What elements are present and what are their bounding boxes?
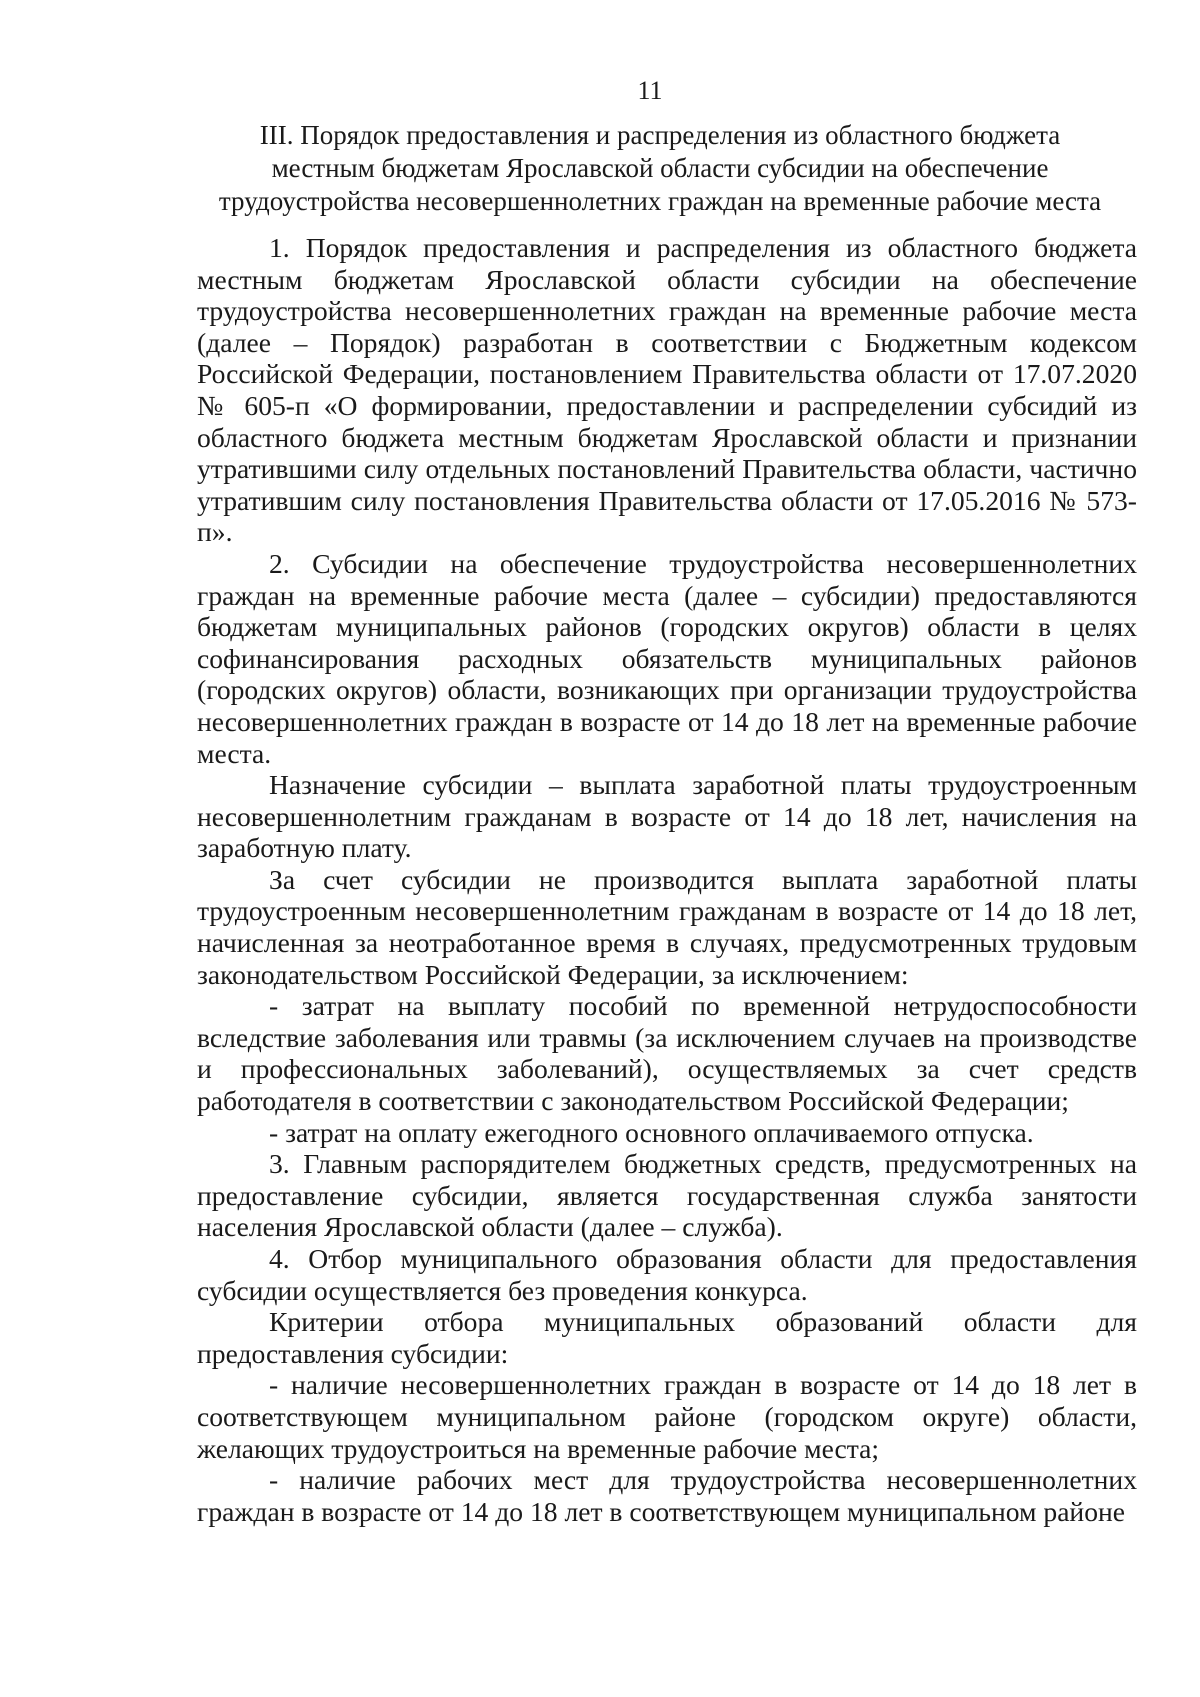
list-item-sick-leave: - затрат на выплату пособий по временной нетрудоспособности вследствие заболевания или травмы (за исключением случаев на производстве и профессиональных заболеваний), осуществляемых за счет средств работодателя в соответствии с законодательством Российской Федерации;	[197, 990, 1137, 1117]
document-body	[197, 232, 1137, 1527]
section-heading	[170, 119, 1150, 218]
list-item-criterion-workplaces: - наличие рабочих мест для трудоустройства несовершеннолетних граждан в возрасте от 14 до 18 лет в соответствующем муниципальном районе	[197, 1464, 1137, 1527]
paragraph-criteria: Критерии отбора муниципальных образований области для предоставления субсидии:	[197, 1306, 1137, 1369]
paragraph-1-purpose: 1. Порядок предоставления и распределения из областного бюджета местным бюджетам Ярославской области субсидии на обеспечение трудоустройства несовершеннолетних граждан на временные рабочие места (далее – Порядок) разработан в соответствии с Бюджетным кодексом Российской Федерации, постановлением Правительства области от 17.07.2020 № 605-п «О формировании, предоставлении и распределении субсидий из областного бюджета местным бюджетам Ярославской области и признании утратившими силу отдельных постановлений Правительства области, частично утратившим силу постановления Правительства области от 17.05.2016 № 573-п».	[197, 232, 1137, 548]
page-number: 11	[637, 76, 663, 105]
list-item-annual-leave: - затрат на оплату ежегодного основного оплачиваемого отпуска.	[269, 1116, 1034, 1148]
list-item-criterion-minors: - наличие несовершеннолетних граждан в возрасте от 14 до 18 лет в соответствующем муниципальном районе (городском округе) области, желающих трудоустроиться на временные рабочие места;	[197, 1369, 1137, 1464]
paragraph-4-selection: 4. Отбор муниципального образования области для предоставления субсидии осуществляется без проведения конкурса.	[197, 1243, 1137, 1306]
paragraph-3-administrator: 3. Главным распорядителем бюджетных средств, предусмотренных на предоставление субсидии, является государственная служба занятости населения Ярославской области (далее – служба).	[197, 1148, 1137, 1243]
section-heading-line: трудоустройства несовершеннолетних граждан на временные рабочие места	[218, 186, 1102, 216]
section-heading-line: местным бюджетам Ярославской области субсидии на обеспечение	[271, 153, 1049, 183]
paragraph-subsidy-purpose: Назначение субсидии – выплата заработной платы трудоустроенным несовершеннолетним гражданам в возрасте от 14 до 18 лет, начисления на заработную плату.	[197, 769, 1137, 864]
section-heading-line: III. Порядок предоставления и распределения из областного бюджета	[259, 120, 1061, 150]
paragraph-exclusions: За счет субсидии не производится выплата заработной платы трудоустроенным несовершеннолетним гражданам в возрасте от 14 до 18 лет, начисленная за неотработанное время в случаях, предусмотренных трудовым законодательством Российской Федерации, за исключением:	[197, 863, 1137, 990]
paragraph-2-subsidies: 2. Субсидии на обеспечение трудоустройства несовершеннолетних граждан на временные рабочие места (далее – субсидии) предоставляются бюджетам муниципальных районов (городских округов) области в целях софинансирования расходных обязательств муниципальных районов (городских округов) области, возникающих при организации трудоустройства несовершеннолетних граждан в возрасте от 14 до 18 лет на временные рабочие места.	[197, 547, 1137, 769]
